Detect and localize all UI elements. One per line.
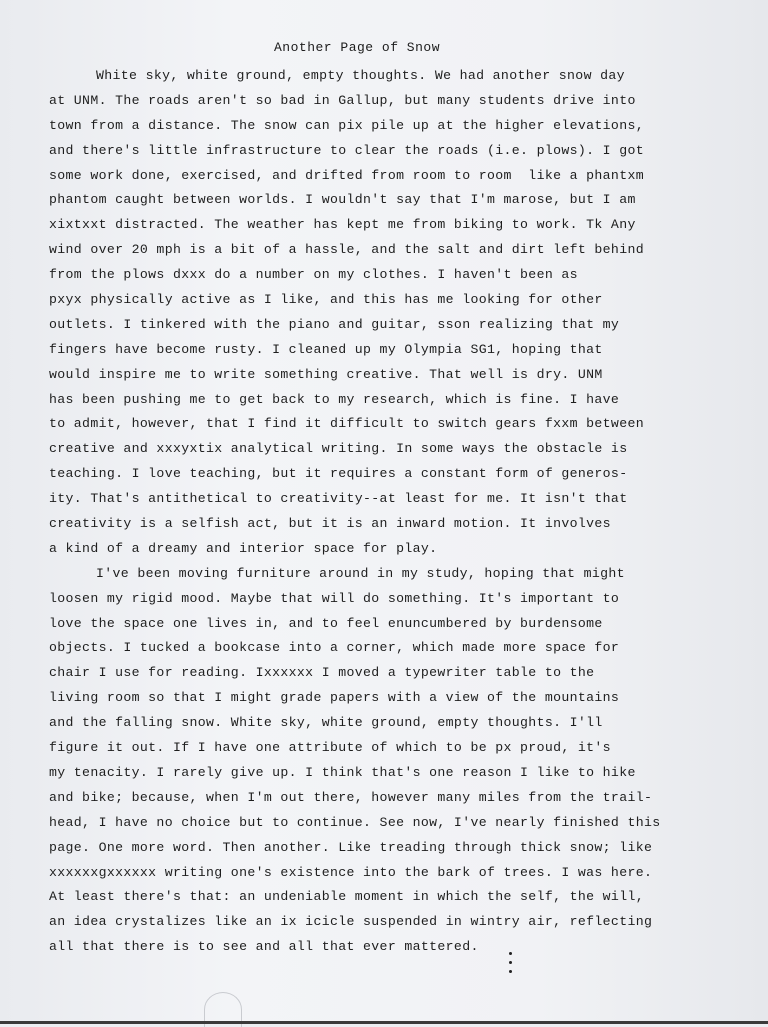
text-line: pxyx physically active as I like, and this has me looking for other [49,292,603,308]
text-line: ity. That's antithetical to creativity--at least for me. It isn't that [49,491,628,507]
text-line: loosen my rigid mood. Maybe that will do something. It's important to [49,590,620,606]
text-line: an idea crystalizes like an ix icicle suspended in wintry air, reflecting [49,914,653,930]
text-line: objects. I tucked a bookcase into a corner, which made more space for [49,640,620,656]
text-line: White sky, white ground, empty thoughts. We had another snow day [96,68,625,83]
text-line: has been pushing me to get back to my research, which is fine. I have [49,391,620,407]
dot-mark [509,970,512,973]
text-line: xixtxxt distracted. The weather has kept me from biking to work. Tk Any [49,217,636,233]
dot-mark [509,961,512,964]
text-line: would inspire me to write something creative. That well is dry. UNM [49,366,603,382]
text-line: outlets. I tinkered with the piano and guitar, sson realizing that my [49,316,620,332]
page-title: Another Page of Snow [273,40,441,55]
text-line: teaching. I love teaching, but it requires a constant form of generos- [49,466,628,482]
text-line: town from a distance. The snow can pix pile up at the higher elevations, [49,117,644,133]
text-line: I've been moving furniture around in my study, hoping that might [96,565,625,581]
text-line: and the falling snow. White sky, white ground, empty thoughts. I'll [49,715,603,731]
text-line: wind over 20 mph is a bit of a hassle, and the salt and dirt left behind [49,242,644,258]
text-line: living room so that I might grade papers with a view of the mountains [49,690,620,706]
text-line: creative and xxxyxtix analytical writing. In some ways the obstacle is [49,441,628,457]
ellipsis-mark [509,952,513,978]
text-line: love the space one lives in, and to feel enuncumbered by burdensome [49,615,603,631]
paragraph-1 [49,64,729,562]
text-line: at UNM. The roads aren't so bad in Gallup, but many students drive into [49,92,636,108]
text-line: head, I have no choice but to continue. See now, I've nearly finished this [49,814,661,830]
text-line: a kind of a dreamy and interior space for play. [49,540,438,556]
text-line: chair I use for reading. Ixxxxxx I moved a typewriter table to the [49,665,595,681]
text-line: and there's little infrastructure to clear the roads (i.e. plows). I got [49,142,644,158]
paragraph-2 [49,562,729,960]
text-line: figure it out. If I have one attribute of which to be px proud, it's [49,740,611,756]
dot-mark [509,952,512,955]
text-line: to admit, however, that I find it difficult to switch gears fxxm between [49,416,644,432]
text-line: my tenacity. I rarely give up. I think that's one reason I like to hike [49,764,636,780]
text-line: from the plows dxxx do a number on my clothes. I haven't been as [49,267,578,283]
text-line: all that there is to see and all that ever mattered. [49,939,479,955]
text-line: xxxxxxgxxxxxx writing one's existence into the bark of trees. I was here. [49,864,653,880]
document-body [49,64,729,960]
text-line: fingers have become rusty. I cleaned up my Olympia SG1, hoping that [49,341,603,357]
text-line: some work done, exercised, and drifted from room to room like a phantxm [49,167,644,183]
text-line: phantom caught between worlds. I wouldn't say that I'm marose, but I am [49,192,636,208]
text-line: At least there's that: an undeniable moment in which the self, the will, [49,889,644,905]
text-line: creativity is a selfish act, but it is an inward motion. It involves [49,516,611,532]
text-line: page. One more word. Then another. Like treading through thick snow; like [49,839,653,855]
text-line: and bike; because, when I'm out there, however many miles from the trail- [49,789,653,805]
